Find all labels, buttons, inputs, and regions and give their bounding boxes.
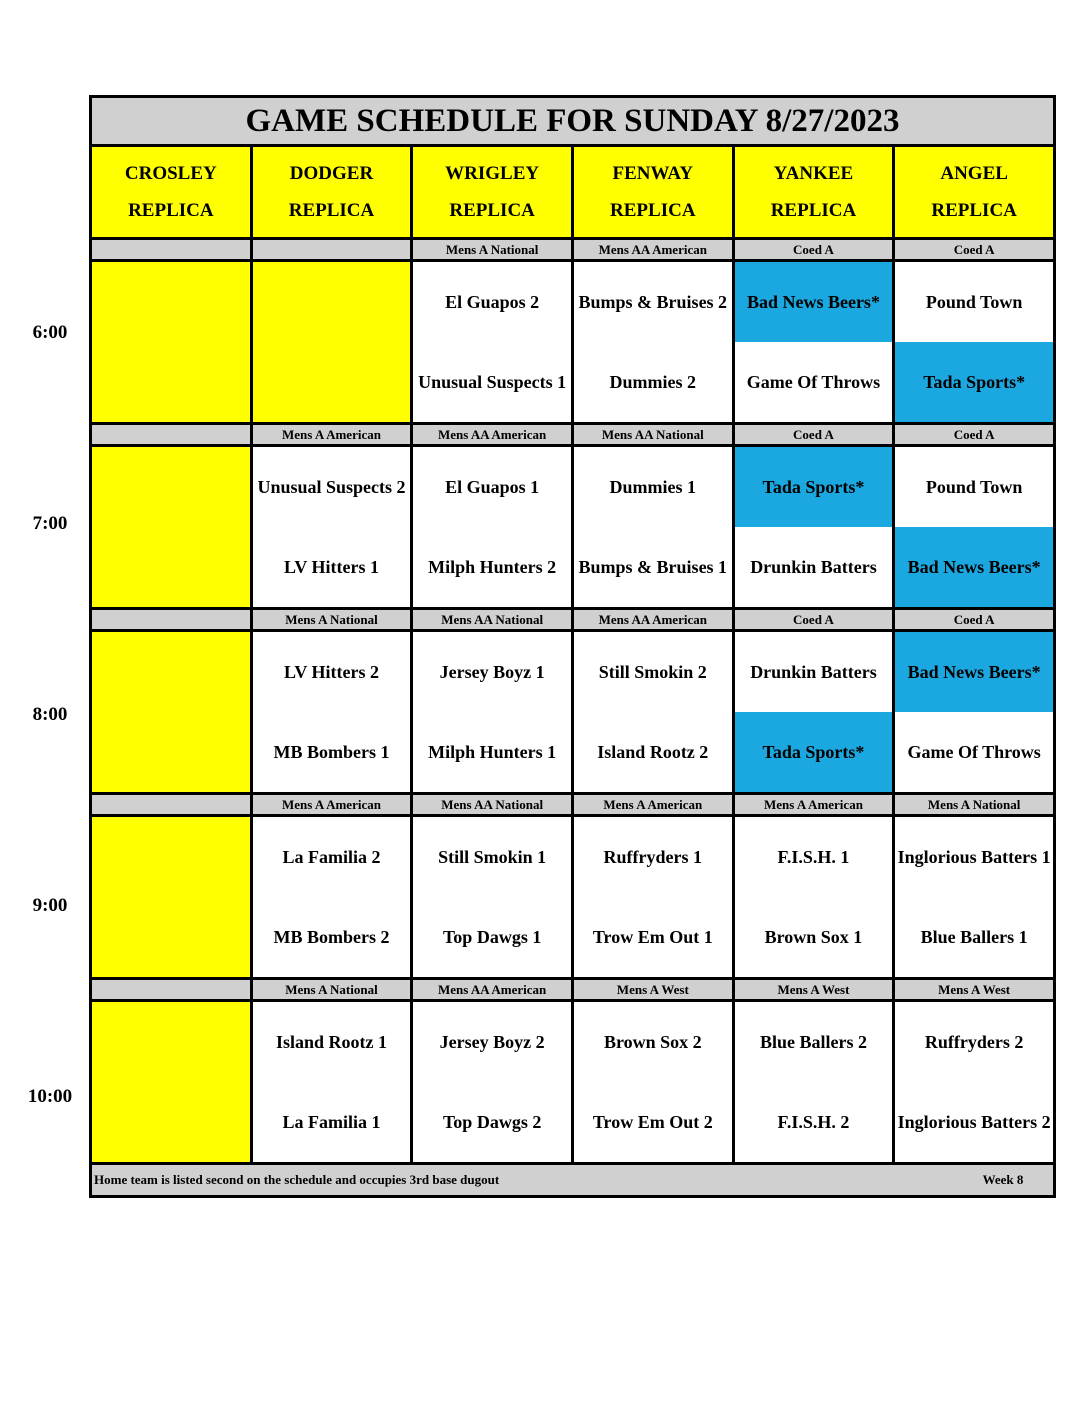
game-cell [894, 631, 1055, 794]
game-cell [251, 1001, 412, 1164]
away-team: Pound Town [925, 291, 1023, 312]
home-team: Blue Ballers 1 [920, 926, 1028, 947]
footer [91, 1164, 1055, 1197]
division-label [91, 979, 252, 1001]
away-team: Bad News Beers* [735, 262, 893, 342]
open-field-cell [91, 816, 252, 979]
away-team: Dummies 1 [609, 476, 697, 497]
field-name: FENWAY [612, 163, 694, 184]
game-cell [572, 631, 733, 794]
open-field-cell [91, 1001, 252, 1164]
field-name: ANGEL [940, 163, 1008, 184]
time-slot-label: 9:00 [32, 895, 68, 916]
home-team: Drunkin Batters [750, 556, 877, 577]
division-label: Mens A American [251, 794, 412, 816]
away-team: Ruffryders 1 [603, 846, 703, 867]
game-cell [412, 261, 573, 424]
open-field-cell [91, 261, 252, 424]
home-team: Milph Hunters 2 [428, 556, 557, 577]
game-cell [412, 816, 573, 979]
division-row [91, 979, 1055, 1001]
division-row [91, 424, 1055, 446]
open-field-cell [251, 261, 412, 424]
division-label: Mens AA National [572, 424, 733, 446]
away-team: F.I.S.H. 1 [777, 846, 850, 867]
week-label: Week 8 [982, 1172, 1024, 1187]
division-label: Mens A West [733, 979, 894, 1001]
away-team: Jersey Boyz 1 [439, 661, 545, 682]
division-label: Mens A American [733, 794, 894, 816]
division-label: Mens A National [251, 609, 412, 631]
division-row [91, 794, 1055, 816]
field-name: CROSLEY [124, 163, 217, 184]
division-label: Mens AA American [572, 609, 733, 631]
away-team: Unusual Suspects 2 [257, 476, 406, 497]
division-label: Mens A National [894, 794, 1055, 816]
division-label: Coed A [894, 609, 1055, 631]
away-team: La Familia 2 [282, 846, 381, 867]
away-team: LV Hitters 2 [283, 661, 379, 682]
away-team: Pound Town [925, 476, 1023, 497]
home-team: Island Rootz 2 [597, 741, 709, 762]
division-label: Mens A National [412, 239, 573, 261]
game-cell [251, 816, 412, 979]
home-team: Inglorious Batters 2 [897, 1111, 1051, 1132]
time-column [0, 0, 90, 1408]
away-team: Ruffryders 2 [924, 1031, 1024, 1052]
field-subtitle: REPLICA [128, 200, 214, 221]
away-team: Bumps & Bruises 2 [578, 291, 728, 312]
away-team: Jersey Boyz 2 [439, 1031, 545, 1052]
home-team: Unusual Suspects 1 [418, 371, 567, 392]
open-field-cell [91, 446, 252, 609]
field-subtitle: REPLICA [931, 200, 1017, 221]
field-header [733, 146, 894, 239]
game-row [91, 261, 1055, 424]
division-label: Coed A [733, 239, 894, 261]
open-field-cell [91, 631, 252, 794]
field-subtitle: REPLICA [770, 200, 857, 221]
game-cell [251, 446, 412, 609]
division-label: Mens A National [251, 979, 412, 1001]
game-cell [733, 446, 894, 609]
game-cell [412, 631, 573, 794]
division-label: Coed A [894, 239, 1055, 261]
field-name: YANKEE [773, 163, 854, 184]
home-team: Dummies 2 [609, 371, 697, 392]
game-row [91, 631, 1055, 794]
division-row [91, 609, 1055, 631]
game-cell [412, 446, 573, 609]
division-label: Mens A West [894, 979, 1055, 1001]
game-cell [572, 261, 733, 424]
field-header [572, 146, 733, 239]
game-cell [894, 261, 1055, 424]
division-label: Coed A [894, 424, 1055, 446]
division-label: Coed A [733, 609, 894, 631]
home-team: Brown Sox 1 [764, 926, 863, 947]
time-slot-label: 8:00 [32, 704, 68, 725]
home-team: Milph Hunters 1 [428, 741, 557, 762]
home-team: Tada Sports* [895, 342, 1053, 422]
home-team: Bumps & Bruises 1 [578, 556, 728, 577]
footer-note: Home team is listed second on the schedule and occupies 3rd base dugout [94, 1172, 500, 1187]
home-team: Trow Em Out 1 [592, 926, 713, 947]
home-team: MB Bombers 2 [273, 926, 390, 947]
division-label [91, 424, 252, 446]
division-label [251, 239, 412, 261]
field-header [91, 146, 252, 239]
away-team: El Guapos 1 [445, 476, 540, 497]
game-cell [894, 1001, 1055, 1164]
game-cell [251, 631, 412, 794]
game-cell [572, 1001, 733, 1164]
division-label: Mens A West [572, 979, 733, 1001]
title-row [91, 97, 1055, 146]
division-label: Mens AA American [572, 239, 733, 261]
game-row [91, 446, 1055, 609]
home-team: Game Of Throws [746, 371, 881, 392]
game-row [91, 1001, 1055, 1164]
field-name: DODGER [289, 163, 374, 184]
time-slot-label: 7:00 [32, 513, 68, 534]
division-label: Coed A [733, 424, 894, 446]
home-team: La Familia 1 [282, 1111, 381, 1132]
away-team: Drunkin Batters [750, 661, 877, 682]
home-team: Top Dawgs 2 [442, 1111, 542, 1132]
away-team: El Guapos 2 [445, 291, 540, 312]
away-team: Bad News Beers* [895, 632, 1053, 712]
field-subtitle: REPLICA [288, 200, 375, 221]
division-label: Mens AA American [412, 424, 573, 446]
away-team: Tada Sports* [735, 447, 893, 527]
footer-row [91, 1164, 1055, 1197]
division-label: Mens AA National [412, 609, 573, 631]
division-label: Mens AA National [412, 794, 573, 816]
division-label [91, 794, 252, 816]
game-cell [894, 446, 1055, 609]
field-header-row [91, 146, 1055, 239]
schedule-table [89, 95, 1056, 1198]
division-label: Mens A American [572, 794, 733, 816]
home-team: Top Dawgs 1 [442, 926, 542, 947]
division-row [91, 239, 1055, 261]
away-team: Still Smokin 2 [598, 661, 707, 682]
home-team: Bad News Beers* [895, 527, 1053, 607]
away-team: Blue Ballers 2 [759, 1031, 867, 1052]
away-team: Still Smokin 1 [438, 846, 547, 867]
time-slot-label: 10:00 [27, 1086, 73, 1107]
division-label [91, 239, 252, 261]
game-cell [572, 816, 733, 979]
field-subtitle: REPLICA [610, 200, 696, 221]
field-name: WRIGLEY [445, 163, 540, 184]
game-row [91, 816, 1055, 979]
game-cell [733, 816, 894, 979]
field-header [894, 146, 1055, 239]
home-team: F.I.S.H. 2 [777, 1111, 850, 1132]
home-team: LV Hitters 1 [283, 556, 379, 577]
away-team: Island Rootz 1 [275, 1031, 387, 1052]
game-cell [733, 1001, 894, 1164]
home-team: MB Bombers 1 [273, 741, 390, 762]
away-team: Inglorious Batters 1 [897, 846, 1051, 867]
field-header [251, 146, 412, 239]
home-team: Trow Em Out 2 [592, 1111, 713, 1132]
time-slot-label: 6:00 [32, 322, 68, 343]
field-header [412, 146, 573, 239]
field-subtitle: REPLICA [449, 200, 535, 221]
game-cell [733, 631, 894, 794]
game-cell [412, 1001, 573, 1164]
game-cell [733, 261, 894, 424]
division-label [91, 609, 252, 631]
division-label: Mens AA American [412, 979, 573, 1001]
game-cell [572, 446, 733, 609]
home-team: Tada Sports* [735, 712, 893, 792]
home-team: Game Of Throws [907, 741, 1041, 762]
away-team: Brown Sox 2 [603, 1031, 702, 1052]
division-label: Mens A American [251, 424, 412, 446]
page-title: GAME SCHEDULE FOR SUNDAY 8/27/2023 [91, 97, 1055, 146]
game-cell [894, 816, 1055, 979]
